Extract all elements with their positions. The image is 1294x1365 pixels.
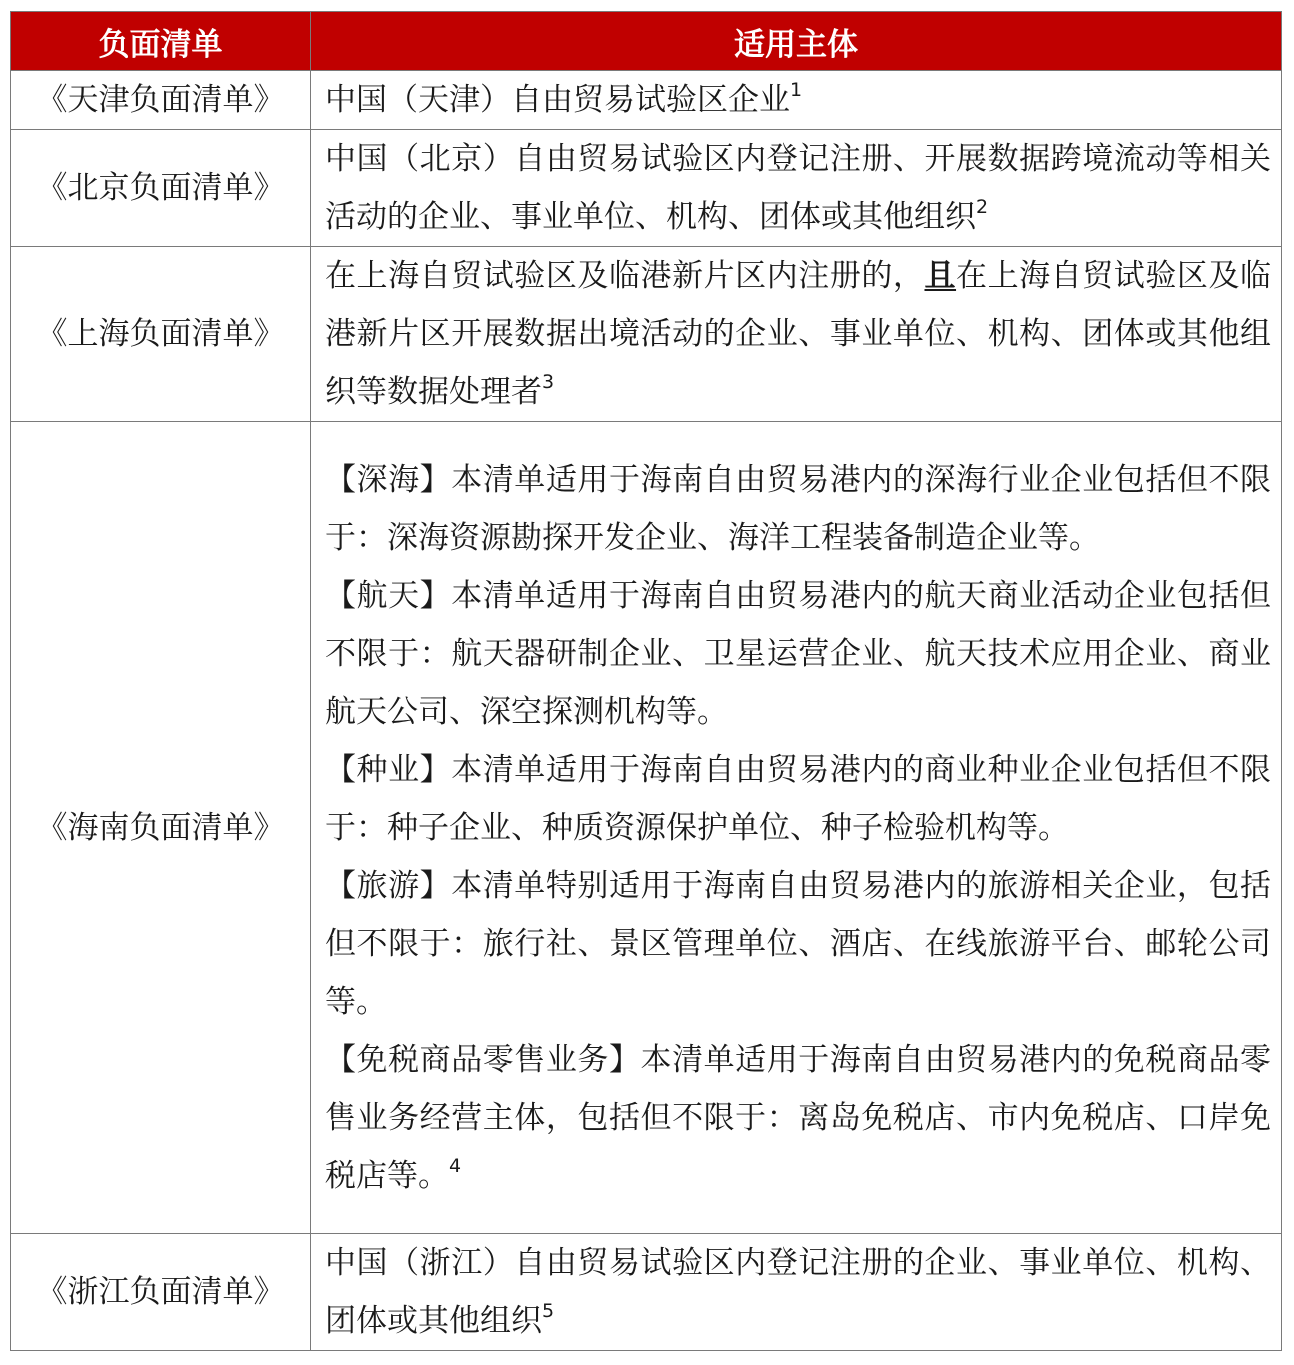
table-row [11, 422, 1282, 1234]
subject-text: 中国（北京）自由贸易试验区内登记注册、开展数据跨境流动等相关活动的企业、事业单位、机构、团体或其他组织 [325, 141, 1271, 235]
footnote-ref: 3 [542, 371, 555, 393]
footnote-ref: 5 [542, 1300, 555, 1322]
subject-beijing [311, 130, 1282, 247]
list-name-beijing: 《北京负面清单》 [11, 130, 311, 247]
list-name-zhejiang: 《浙江负面清单》 [11, 1234, 311, 1351]
subject-tianjin [311, 71, 1282, 130]
subject-text: 在上海自贸试验区及临港新片区内注册的， [325, 258, 925, 294]
paragraph-aerospace: 【航天】本清单适用于海南自由贸易港内的航天商业活动企业包括但不限于：航天器研制企业、卫星运营企业、航天技术应用企业、商业航天公司、深空探测机构等。 [325, 577, 1271, 730]
footnote-ref: 1 [790, 79, 803, 101]
subject-text: 在上海自贸试验区及临港新片区开展数据出境活动的企业、事业单位、机构、团体或其他组织等数据处理者 [325, 258, 1272, 410]
header-negative-list: 负面清单 [11, 12, 311, 71]
header-applicable-subject: 适用主体 [311, 12, 1282, 71]
table-row [11, 130, 1282, 247]
footnote-ref: 2 [976, 196, 989, 218]
table-header-row [11, 12, 1282, 71]
subject-zhejiang [311, 1234, 1282, 1351]
subject-hainan [311, 422, 1282, 1234]
paragraph-seed-industry: 【种业】本清单适用于海南自由贸易港内的商业种业企业包括但不限于：种子企业、种质资源保护单位、种子检验机构等。 [325, 751, 1271, 846]
subject-text: 【免税商品零售业务】本清单适用于海南自由贸易港内的免税商品零售业务经营主体，包括但不限于：离岛免税店、市内免税店、口岸免税店等。 [325, 1041, 1271, 1194]
paragraph-tourism: 【旅游】本清单特别适用于海南自由贸易港内的旅游相关企业，包括但不限于：旅行社、景区管理单位、酒店、在线旅游平台、邮轮公司等。 [325, 867, 1271, 1020]
paragraph-deep-sea: 【深海】本清单适用于海南自由贸易港内的深海行业企业包括但不限于：深海资源勘探开发企业、海洋工程装备制造企业等。 [325, 461, 1271, 556]
subject-text: 中国（天津）自由贸易试验区企业 [325, 82, 790, 118]
table-row [11, 71, 1282, 130]
list-name-hainan: 《海南负面清单》 [11, 422, 311, 1234]
list-name-tianjin: 《天津负面清单》 [11, 71, 311, 130]
subject-text: 中国（浙江）自由贸易试验区内登记注册的企业、事业单位、机构、团体或其他组织 [325, 1245, 1271, 1339]
footnote-ref: 4 [449, 1154, 462, 1177]
table-row [11, 247, 1282, 422]
table-row [11, 1234, 1282, 1351]
paragraph-duty-free [325, 1031, 1271, 1205]
list-name-shanghai: 《上海负面清单》 [11, 247, 311, 422]
negative-list-table [10, 11, 1282, 1351]
subject-shanghai [311, 247, 1282, 422]
emphasis-text: 且 [924, 258, 957, 294]
